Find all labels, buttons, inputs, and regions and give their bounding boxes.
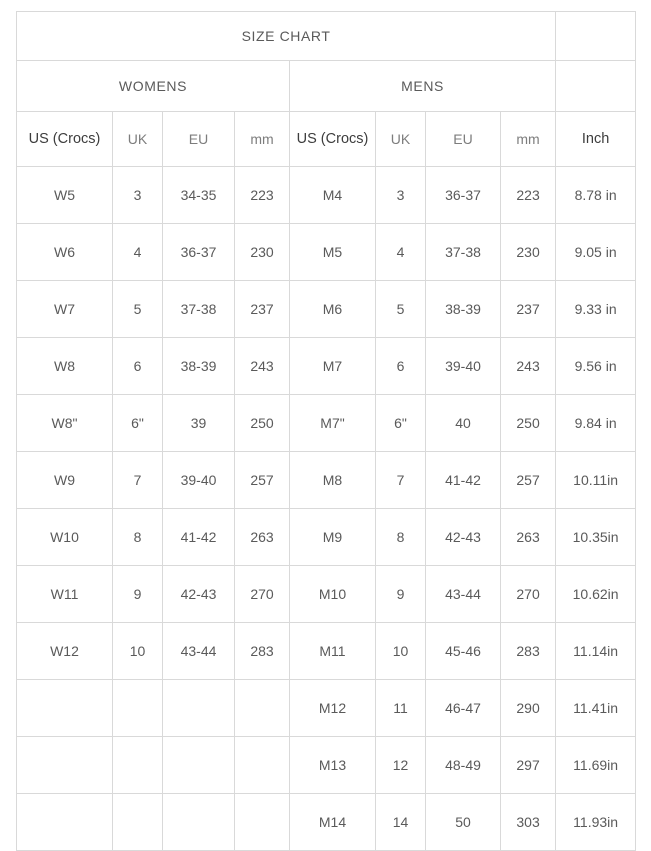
cell-mens-mm: 230	[501, 224, 556, 281]
cell-womens-mm: 237	[235, 281, 290, 338]
cell-inch: 10.11in	[556, 452, 636, 509]
header-mens-mm: mm	[501, 112, 556, 167]
cell-mens-us: M14	[290, 794, 376, 851]
cell-womens-uk: 7	[113, 452, 163, 509]
header-inch: Inch	[556, 112, 636, 167]
cell-mens-eu: 41-42	[426, 452, 501, 509]
cell-inch: 11.93in	[556, 794, 636, 851]
cell-mens-eu: 40	[426, 395, 501, 452]
cell-inch: 11.14in	[556, 623, 636, 680]
cell-mens-uk: 8	[376, 509, 426, 566]
cell-womens-mm	[235, 794, 290, 851]
chart-title: SIZE CHART	[17, 12, 556, 61]
cell-womens-uk: 5	[113, 281, 163, 338]
cell-inch: 11.69in	[556, 737, 636, 794]
cell-womens-us: W8"	[17, 395, 113, 452]
cell-mens-mm: 290	[501, 680, 556, 737]
cell-womens-eu: 39	[163, 395, 235, 452]
table-row	[17, 395, 636, 452]
cell-mens-uk: 12	[376, 737, 426, 794]
cell-womens-mm	[235, 680, 290, 737]
cell-mens-eu: 39-40	[426, 338, 501, 395]
header-mens-us: US (Crocs)	[290, 112, 376, 167]
header-womens-us: US (Crocs)	[17, 112, 113, 167]
cell-mens-mm: 270	[501, 566, 556, 623]
cell-womens-mm: 243	[235, 338, 290, 395]
cell-mens-eu: 48-49	[426, 737, 501, 794]
cell-mens-mm: 283	[501, 623, 556, 680]
cell-mens-us: M7"	[290, 395, 376, 452]
cell-mens-uk: 10	[376, 623, 426, 680]
cell-womens-us: W11	[17, 566, 113, 623]
table-row	[17, 623, 636, 680]
cell-mens-us: M5	[290, 224, 376, 281]
cell-mens-eu: 38-39	[426, 281, 501, 338]
cell-womens-eu: 39-40	[163, 452, 235, 509]
cell-mens-eu: 43-44	[426, 566, 501, 623]
header-womens-mm: mm	[235, 112, 290, 167]
cell-mens-us: M10	[290, 566, 376, 623]
table-row	[17, 566, 636, 623]
cell-womens-us	[17, 737, 113, 794]
cell-mens-eu: 46-47	[426, 680, 501, 737]
cell-womens-eu: 34-35	[163, 167, 235, 224]
table-row	[17, 224, 636, 281]
cell-mens-eu: 50	[426, 794, 501, 851]
cell-womens-eu: 42-43	[163, 566, 235, 623]
cell-womens-uk: 10	[113, 623, 163, 680]
cell-womens-eu: 37-38	[163, 281, 235, 338]
cell-mens-mm: 243	[501, 338, 556, 395]
cell-mens-eu: 36-37	[426, 167, 501, 224]
table-row	[17, 794, 636, 851]
cell-mens-mm: 250	[501, 395, 556, 452]
cell-mens-us: M9	[290, 509, 376, 566]
cell-mens-us: M7	[290, 338, 376, 395]
group-header-womens: WOMENS	[17, 61, 290, 112]
cell-mens-mm: 297	[501, 737, 556, 794]
cell-womens-us: W10	[17, 509, 113, 566]
cell-womens-uk: 4	[113, 224, 163, 281]
cell-womens-uk	[113, 680, 163, 737]
cell-inch: 9.84 in	[556, 395, 636, 452]
cell-womens-uk: 6"	[113, 395, 163, 452]
table-row	[17, 167, 636, 224]
cell-inch: 9.56 in	[556, 338, 636, 395]
cell-womens-mm: 230	[235, 224, 290, 281]
cell-womens-us: W7	[17, 281, 113, 338]
cell-mens-us: M13	[290, 737, 376, 794]
cell-womens-us: W9	[17, 452, 113, 509]
cell-womens-mm: 263	[235, 509, 290, 566]
cell-mens-uk: 7	[376, 452, 426, 509]
cell-mens-eu: 37-38	[426, 224, 501, 281]
cell-inch: 9.33 in	[556, 281, 636, 338]
cell-womens-mm: 250	[235, 395, 290, 452]
cell-womens-eu	[163, 737, 235, 794]
cell-womens-us: W12	[17, 623, 113, 680]
cell-womens-uk: 9	[113, 566, 163, 623]
cell-womens-eu: 38-39	[163, 338, 235, 395]
cell-womens-uk	[113, 737, 163, 794]
header-mens-eu: EU	[426, 112, 501, 167]
cell-womens-us: W8	[17, 338, 113, 395]
cell-womens-uk: 6	[113, 338, 163, 395]
header-womens-eu: EU	[163, 112, 235, 167]
cell-womens-eu: 43-44	[163, 623, 235, 680]
cell-mens-us: M11	[290, 623, 376, 680]
cell-womens-us: W5	[17, 167, 113, 224]
cell-mens-mm: 263	[501, 509, 556, 566]
cell-mens-us: M6	[290, 281, 376, 338]
cell-mens-us: M12	[290, 680, 376, 737]
title-spacer-cell	[556, 12, 636, 61]
cell-womens-eu	[163, 680, 235, 737]
cell-womens-us: W6	[17, 224, 113, 281]
header-mens-uk: UK	[376, 112, 426, 167]
group-spacer-cell	[556, 61, 636, 112]
cell-womens-mm: 257	[235, 452, 290, 509]
header-womens-uk: UK	[113, 112, 163, 167]
cell-inch: 9.05 in	[556, 224, 636, 281]
group-header-mens: MENS	[290, 61, 556, 112]
cell-inch: 11.41in	[556, 680, 636, 737]
cell-mens-eu: 42-43	[426, 509, 501, 566]
cell-womens-mm: 283	[235, 623, 290, 680]
table-row	[17, 338, 636, 395]
table-row	[17, 452, 636, 509]
cell-mens-uk: 6"	[376, 395, 426, 452]
cell-womens-mm: 223	[235, 167, 290, 224]
cell-womens-us	[17, 680, 113, 737]
cell-mens-mm: 237	[501, 281, 556, 338]
cell-womens-eu: 41-42	[163, 509, 235, 566]
table-row	[17, 509, 636, 566]
cell-mens-uk: 3	[376, 167, 426, 224]
cell-mens-eu: 45-46	[426, 623, 501, 680]
cell-mens-uk: 6	[376, 338, 426, 395]
cell-mens-uk: 4	[376, 224, 426, 281]
cell-mens-us: M8	[290, 452, 376, 509]
cell-womens-us	[17, 794, 113, 851]
cell-mens-mm: 303	[501, 794, 556, 851]
cell-mens-us: M4	[290, 167, 376, 224]
cell-womens-uk: 8	[113, 509, 163, 566]
cell-mens-mm: 257	[501, 452, 556, 509]
title-row	[17, 12, 636, 61]
cell-womens-eu: 36-37	[163, 224, 235, 281]
cell-inch: 8.78 in	[556, 167, 636, 224]
table-row	[17, 281, 636, 338]
cell-inch: 10.35in	[556, 509, 636, 566]
cell-womens-uk	[113, 794, 163, 851]
cell-mens-mm: 223	[501, 167, 556, 224]
cell-womens-mm: 270	[235, 566, 290, 623]
cell-womens-uk: 3	[113, 167, 163, 224]
cell-mens-uk: 11	[376, 680, 426, 737]
column-header-row	[17, 112, 636, 167]
cell-womens-mm	[235, 737, 290, 794]
table-row	[17, 680, 636, 737]
group-header-row	[17, 61, 636, 112]
cell-inch: 10.62in	[556, 566, 636, 623]
cell-mens-uk: 14	[376, 794, 426, 851]
cell-mens-uk: 9	[376, 566, 426, 623]
table-row	[17, 737, 636, 794]
cell-mens-uk: 5	[376, 281, 426, 338]
size-chart-table	[16, 11, 636, 851]
cell-womens-eu	[163, 794, 235, 851]
